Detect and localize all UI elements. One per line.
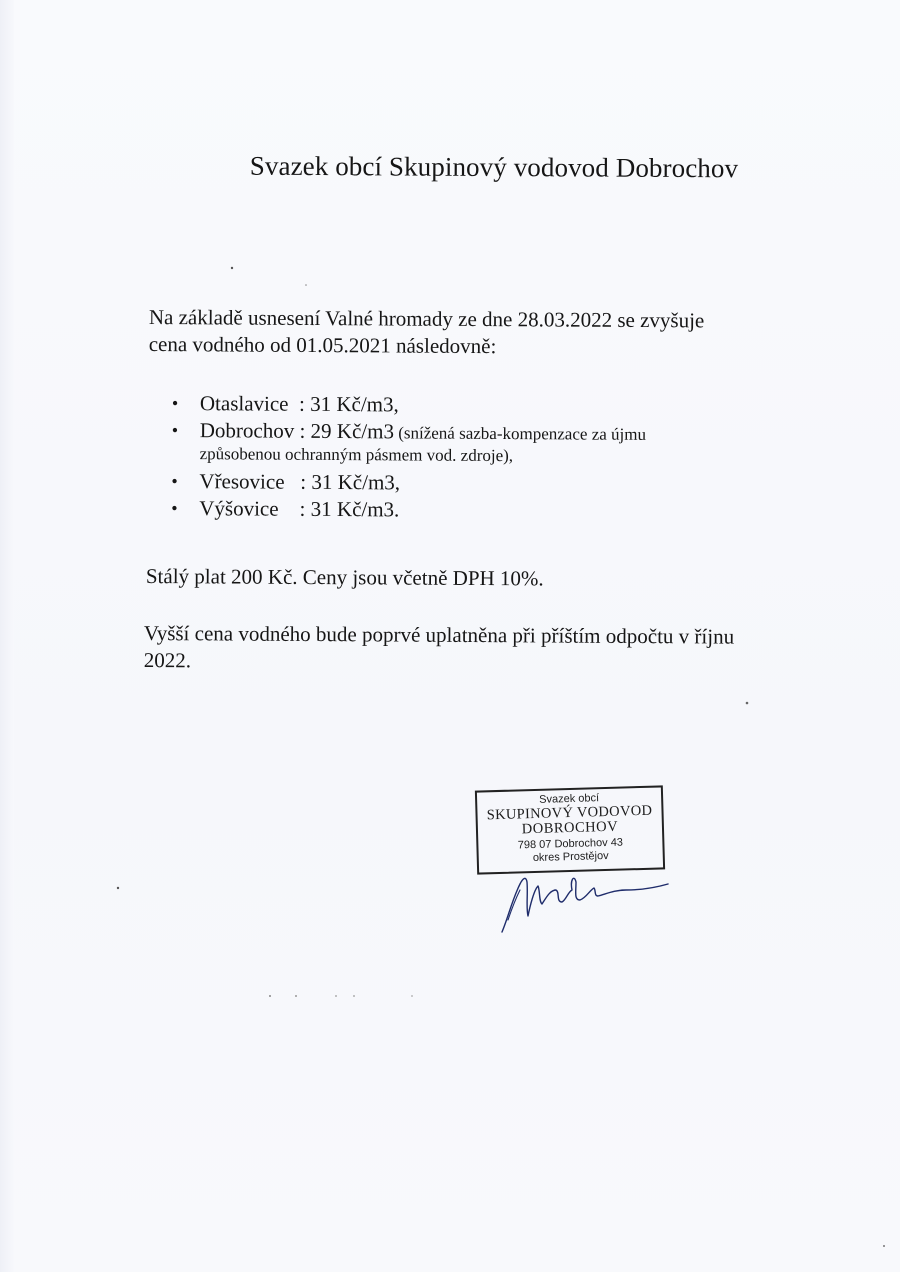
tariff-price: 31 Kč/m3,: [310, 391, 399, 417]
tariff-town: Vřesovice: [199, 469, 285, 494]
tariff-note: (snížená sazba-kompenzace za újmu: [393, 423, 647, 444]
tariff-price: 31 Kč/m3.: [310, 496, 400, 522]
tariff-price: 29 Kč/m3: [310, 418, 395, 444]
tariff-town: Dobrochov: [199, 418, 295, 443]
tariff-note-continuation: způsobenou ochranným pásmem vod. zdroje),: [199, 444, 514, 466]
tariff-list: [171, 390, 772, 526]
tariff-town: Výšovice: [199, 496, 279, 521]
stamp-line-4: 798 07 Dobrochov 43: [517, 836, 624, 852]
tariff-separator: :: [294, 418, 311, 443]
scan-edge: [0, 0, 14, 1272]
bullet-icon: •: [171, 419, 179, 441]
bullet-icon: •: [171, 470, 178, 492]
tariff-price: 31 Kč/m3,: [311, 469, 401, 495]
tariff-item-dobrochov: [172, 417, 772, 469]
stamp-line-3: DOBROCHOV: [521, 818, 619, 838]
tariff-item-otaslavice: [172, 390, 772, 421]
bullet-icon: •: [171, 392, 179, 414]
handwritten-signature: [490, 860, 680, 940]
stamp-line-1: Svazek obcí: [539, 792, 600, 806]
stamp-line-5: okres Prostějov: [532, 849, 609, 865]
stamp-line-2: SKUPINOVÝ VODOVOD: [486, 802, 653, 824]
tariff-town: Otaslavice: [199, 391, 289, 416]
tariff-separator: :: [278, 496, 311, 521]
document-title: Svazek obcí Skupinový vodovod Dobrochov: [249, 150, 739, 184]
outro-line-1: Vyšší cena vodného bude poprvé uplatněna při příštím odpočtu v říjnu: [143, 621, 735, 649]
tariff-separator: :: [284, 469, 312, 494]
intro-paragraph: [149, 304, 829, 362]
outro-paragraph: [144, 620, 834, 678]
tariff-item-vresovice: [171, 468, 771, 499]
bullet-icon: •: [171, 497, 178, 519]
tariff-item-vysovice: [171, 495, 771, 526]
tariff-separator: :: [288, 391, 311, 416]
outro-line-2: 2022.: [143, 647, 192, 673]
fixed-fee-paragraph: Stálý plat 200 Kč. Ceny jsou včetně DPH 10%.: [145, 564, 544, 591]
intro-line-1: Na základě usnesení Valné hromady ze dne 28.03.2022 se zvyšuje: [148, 304, 705, 333]
intro-line-2: cena vodného od 01.05.2021 následovně:: [148, 331, 497, 359]
